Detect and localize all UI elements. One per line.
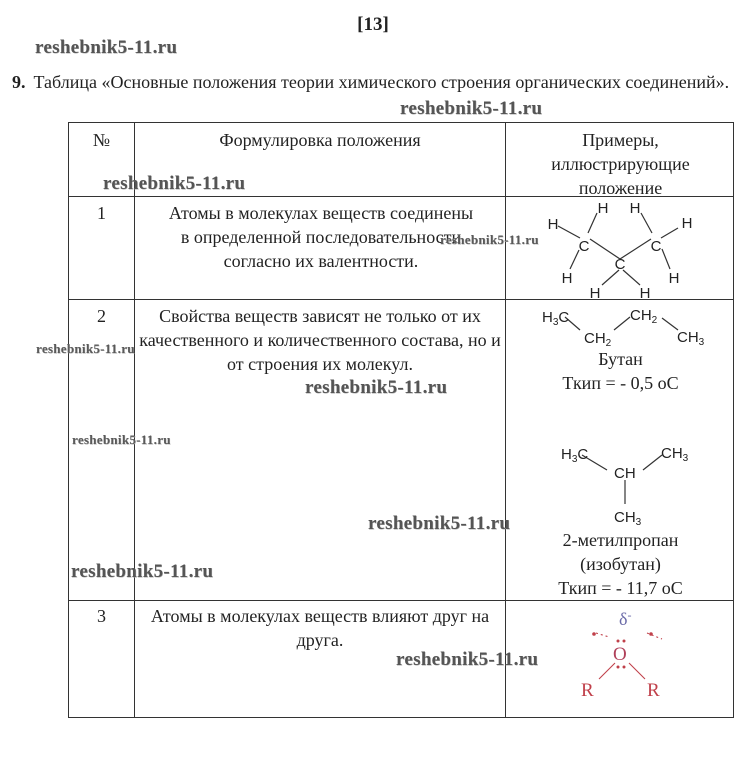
watermark: reshebnik5-11.ru [71,561,214,582]
isobutane-caption [506,528,735,600]
butane-caption [506,347,735,395]
radical-label: R [581,680,594,701]
radical-label: R [647,680,660,701]
watermark: reshebnik5-11.ru [305,377,448,398]
carbon-atom-label: C [578,238,590,255]
row-num: 1 [97,203,106,223]
watermark: reshebnik5-11.ru [72,432,171,447]
watermark: reshebnik5-11.ru [36,341,135,356]
isobutane-bp: Ткип = - 11,7 оС [558,578,683,598]
methine-group-label: CH [614,465,636,482]
header-num: № [92,130,111,150]
watermark: reshebnik5-11.ru [440,232,539,247]
row-num: 3 [97,606,106,626]
hydrogen-atom-label: H [597,200,609,217]
header-examples [506,128,735,200]
hydrogen-atom-label: H [589,285,601,299]
positions-table [68,122,734,718]
partial-charge-symbol: δ- [619,608,632,629]
carbon-atom-label: C [650,238,662,255]
methyl-group-label: $CH_3$ [614,509,642,528]
hydrogen-atom-label: H [547,216,559,233]
watermark: reshebnik5-11.ru [103,173,246,194]
hydrogen-atom-label: H [629,200,641,217]
methylene-group-label: $CH_2$ [630,307,658,326]
hydrogen-atom-label: H [668,270,680,287]
methyl-group-label: $CH_3$ [677,329,705,348]
row-num: 2 [97,306,106,326]
row-statement: Атомы в молекулах веществ влияют друг на друга. [150,606,490,650]
page-number: [13] [357,14,389,35]
methyl-group-label: $H_3C$ [561,446,589,465]
watermark: reshebnik5-11.ru [400,98,543,119]
isobutane-name: 2-метилпропан [562,530,679,550]
butane-formula [506,300,735,348]
watermark: reshebnik5-11.ru [35,37,178,58]
propane-structural-formula [506,197,735,299]
methyl-group-label: $H_3C$ [542,309,570,328]
row-statement: Атомы в молекулах веществ соединены в определенной последовательности согласно их валентности. [168,203,474,271]
isobutane-formula [506,433,735,529]
oxygen-atom-label: O [613,644,627,665]
hydrogen-atom-label: H [681,215,693,232]
header-examples-line: иллюстрирующие [551,154,690,174]
isobutane-alt-name: (изобутан) [580,554,661,574]
header-examples-line: Примеры, [582,130,659,150]
watermark: reshebnik5-11.ru [396,649,539,670]
methylene-group-label: $CH_2$ [584,330,612,348]
task-text: Таблица «Основные положения теории химического строения органических соединений». [33,72,730,92]
carbon-atom-label: C [614,256,626,273]
watermark: reshebnik5-11.ru [368,513,511,534]
ether-polarity-diagram [506,601,735,719]
task [12,69,737,95]
task-number: 9. [12,72,26,92]
hydrogen-atom-label: H [561,270,573,287]
hydrogen-atom-label: H [639,285,651,299]
row-statement: Свойства веществ зависят не только от их качественного и количественного состава, но и от строения их молекул. [139,306,501,374]
butane-bp: Ткип = - 0,5 оС [562,373,679,393]
header-examples-line: положение [578,178,663,198]
butane-name: Бутан [598,349,643,369]
header-statement: Формулировка положения [219,130,421,150]
methyl-group-label: $CH_3$ [661,445,689,464]
table-divider [134,123,135,717]
